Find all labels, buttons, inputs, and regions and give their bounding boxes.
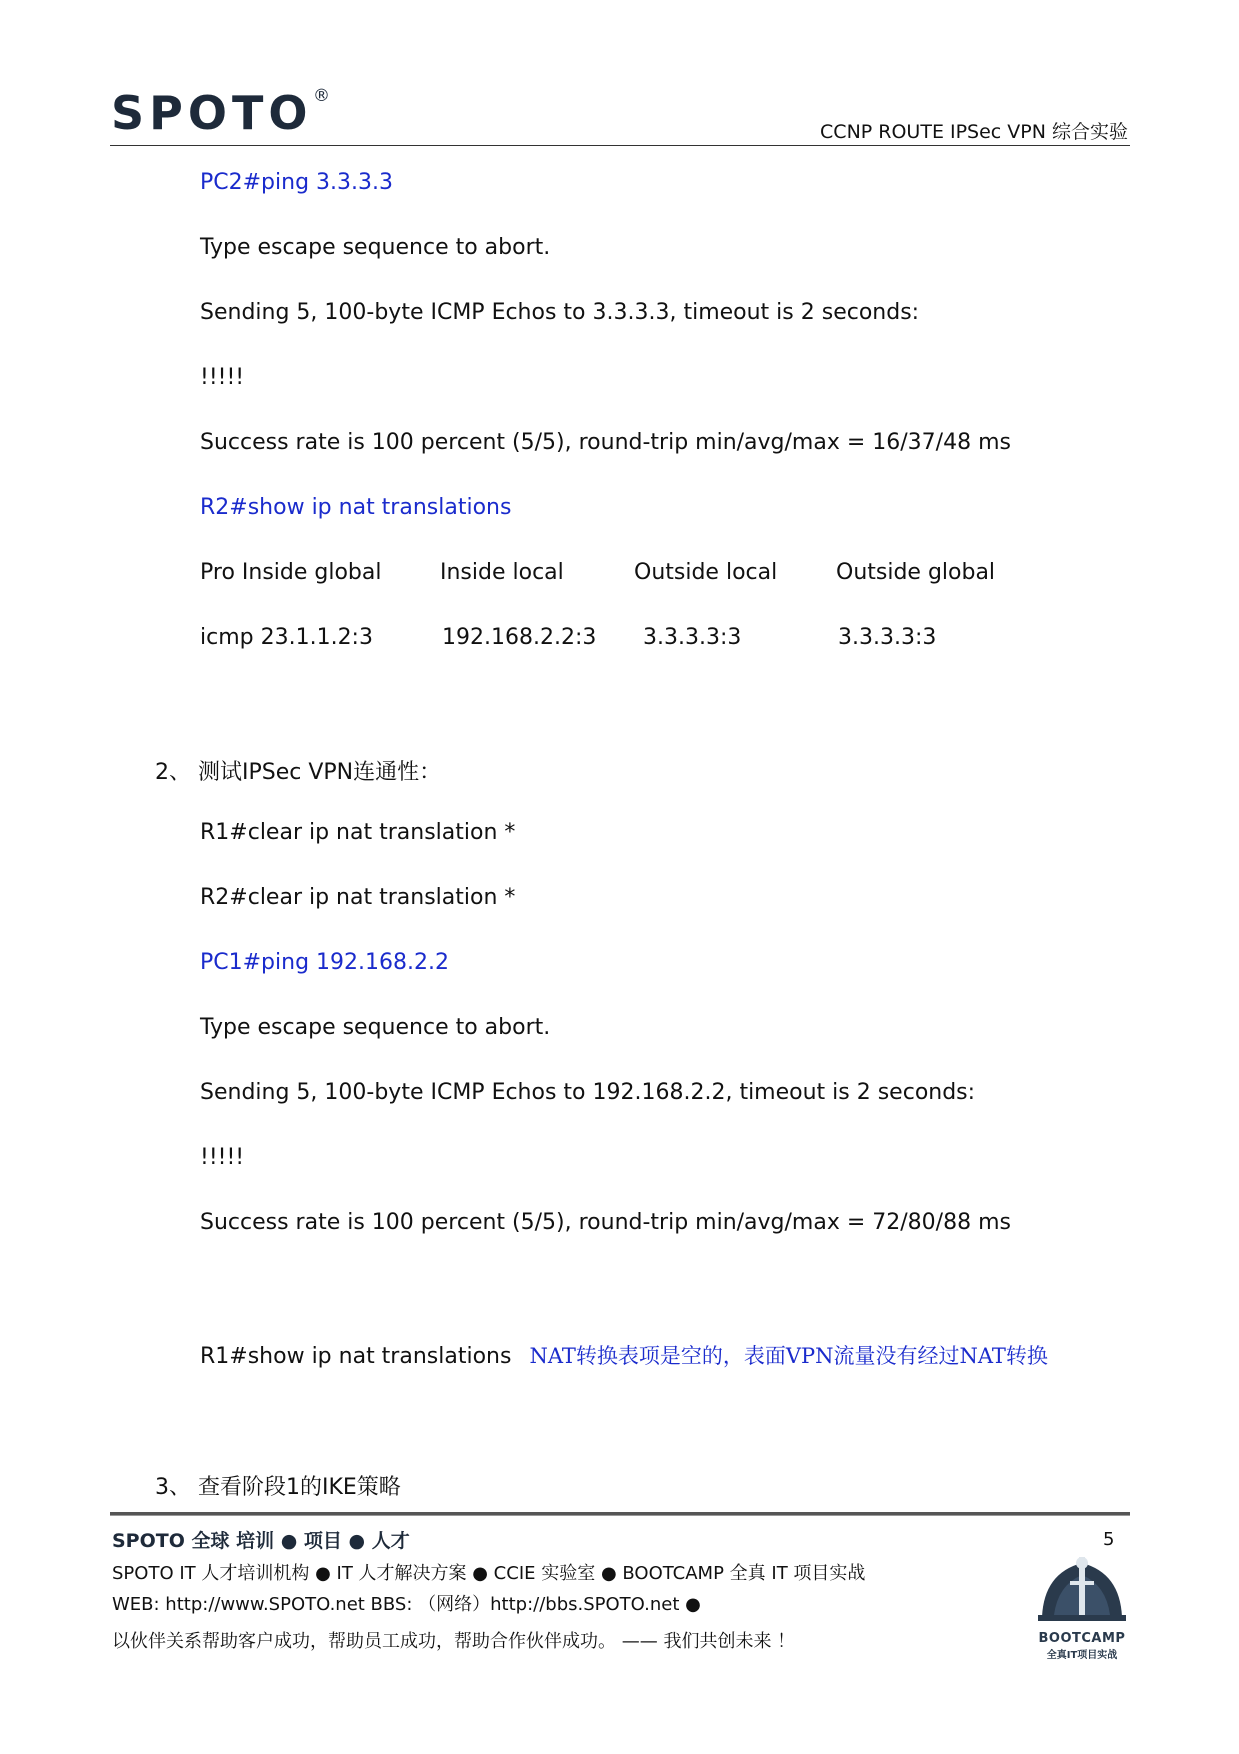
nat-empty-note: NAT转换表项是空的，表面VPN流量没有经过NAT转换: [529, 1344, 1048, 1368]
bootcamp-badge: [1032, 1555, 1132, 1665]
page-number: 5: [1103, 1529, 1115, 1550]
helmet-icon: [1032, 1555, 1132, 1627]
spoto-logo: SPOTO: [111, 86, 313, 140]
success-text-1: Success rate is 100 percent (5/5), round-trip min/avg/max = 16/37/48 ms: [200, 430, 1011, 455]
cmd-show-nat-r1: R1#show ip nat translations: [200, 1344, 512, 1369]
registered-mark: ®: [313, 86, 330, 106]
badge-subtitle: 全真IT项目实战: [1046, 1650, 1118, 1661]
bang-text-1: !!!!!: [200, 365, 245, 390]
cmd-ping-pc2: PC2#ping 3.3.3.3: [200, 170, 394, 195]
nat-check-line: [200, 1340, 1048, 1370]
footer-slogan: 以伙伴关系帮助客户成功，帮助员工成功，帮助合作伙伴成功。 —— 我们共创未来 ！: [112, 1631, 796, 1652]
step-2-heading: 2、 测试IPSec VPN连通性：: [155, 760, 442, 785]
success-text-2: Success rate is 100 percent (5/5), round-trip min/avg/max = 72/80/88 ms: [200, 1210, 1011, 1235]
sending-text-2: Sending 5, 100-byte ICMP Echos to 192.168.2.2, timeout is 2 seconds:: [200, 1080, 976, 1105]
cmd-clear-nat-r1: R1#clear ip nat translation *: [200, 820, 516, 845]
nat-cell-inside-local: 192.168.2.2:3: [442, 625, 597, 650]
nat-header-outside-global: Outside global: [836, 560, 996, 585]
nat-header-pro-inside-global: Pro Inside global: [200, 560, 382, 585]
step-3-heading: 3、 查看阶段1的IKE策略: [155, 1475, 401, 1500]
cmd-clear-nat-r2: R2#clear ip nat translation *: [200, 885, 516, 910]
nat-header-inside-local: Inside local: [440, 560, 564, 585]
nat-cell-outside-global: 3.3.3.3:3: [838, 625, 937, 650]
escape-text-2: Type escape sequence to abort.: [200, 1015, 551, 1040]
footer-divider: [110, 1512, 1130, 1516]
document-title: CCNP ROUTE IPSec VPN 综合实验: [820, 121, 1128, 143]
escape-text-1: Type escape sequence to abort.: [200, 235, 551, 260]
footer-services: SPOTO IT 人才培训机构 ● IT 人才解决方案 ● CCIE 实验室 ● BOOTCAMP 全真 IT 项目实战: [112, 1563, 866, 1584]
header-divider: [110, 145, 1130, 146]
sending-text-1: Sending 5, 100-byte ICMP Echos to 3.3.3.3, timeout is 2 seconds:: [200, 300, 920, 325]
nat-cell-inside-global: icmp 23.1.1.2:3: [200, 625, 373, 650]
badge-title: BOOTCAMP: [1038, 1631, 1126, 1646]
cmd-ping-pc1: PC1#ping 192.168.2.2: [200, 950, 449, 975]
footer-web-links: WEB: http://www.SPOTO.net BBS: （网络）http://bbs.SPOTO.net ●: [112, 1594, 701, 1615]
nat-cell-outside-local: 3.3.3.3:3: [643, 625, 742, 650]
footer-brand: SPOTO 全球 培训 ● 项目 ● 人才: [112, 1530, 410, 1552]
nat-header-outside-local: Outside local: [634, 560, 778, 585]
bang-text-2: !!!!!: [200, 1145, 245, 1170]
cmd-show-nat-r2: R2#show ip nat translations: [200, 495, 512, 520]
